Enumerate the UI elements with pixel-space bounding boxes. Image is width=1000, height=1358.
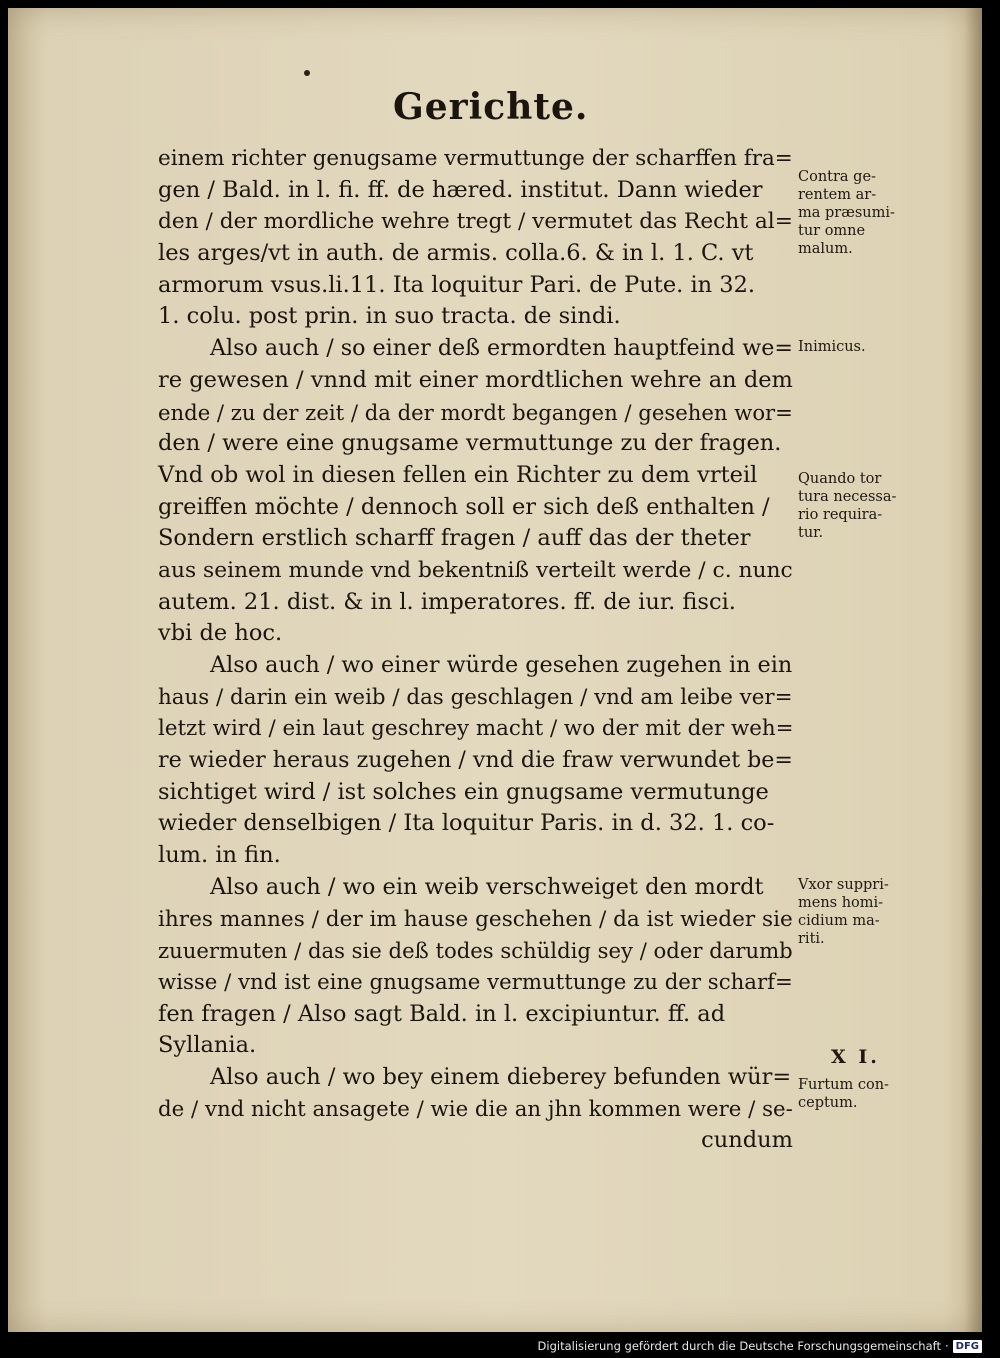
text-line: autem. 21. dist. & in l. imperatores. ff. de iur. fisci. (158, 588, 736, 615)
margin-note (798, 876, 918, 948)
text-line: vbi de hoc. (158, 620, 283, 647)
margin-note-line: riti. (798, 931, 825, 947)
text-line: einem richter genugsame vermuttunge der scharffen fra= (158, 146, 793, 171)
text-line: den / were eine gnugsame vermuttunge zu der fragen. (158, 430, 782, 457)
margin-note (798, 1076, 918, 1112)
text-line: greiffen möchte / dennoch soll er sich deß enthalten / (158, 493, 770, 520)
text-line: Also auch / wo ein weib verschweiget den mordt (210, 873, 764, 900)
section-numeral: X I. (831, 1046, 880, 1068)
footer-separator: · (945, 1339, 949, 1353)
margin-note-line: mens homi- (798, 895, 884, 911)
margin-note-line: rentem ar- (798, 187, 877, 203)
text-line: re wieder heraus zugehen / vnd die fraw verwundet be= (158, 747, 793, 774)
margin-note-line: rio requira- (798, 507, 883, 523)
margin-note-line: tura necessa- (798, 489, 897, 505)
text-line: Sondern erstlich scharff fragen / auff das der theter (158, 525, 751, 552)
text-line: de / vnd nicht ansagete / wie die an jhn kommen were / se- (158, 1096, 793, 1122)
margin-note-line: Vxor suppri- (798, 877, 889, 893)
margin-note (798, 470, 918, 542)
text-line: Vnd ob wol in diesen fellen ein Richter zu dem vrteil (158, 461, 758, 488)
margin-note-line: Inimicus. (798, 339, 866, 355)
margin-note-line: Contra ge- (798, 169, 876, 185)
text-line: zuuermuten / das sie deß todes schüldig sey / oder darumb (158, 938, 793, 964)
text-line: les arges/vt in auth. de armis. colla.6. & in l. 1. C. vt (158, 240, 754, 267)
text-line: Also auch / so einer deß ermordten hauptfeind we= (210, 335, 793, 362)
text-line: Also auch / wo bey einem dieberey befunden wür= (210, 1063, 792, 1090)
margin-note-line: cidium ma- (798, 913, 880, 929)
margin-note-line: Quando tor (798, 471, 882, 487)
text-line: den / der mordliche wehre tregt / vermutet das Recht al= (158, 209, 793, 235)
text-line: gen / Bald. in l. fi. ff. de hæred. institut. Dann wieder (158, 176, 763, 203)
footer-credit: Digitalisierung gefördert durch die Deutsche Forschungsgemeinschaft (537, 1339, 941, 1353)
text-line: Syllania. (158, 1032, 257, 1059)
margin-note-line: tur omne (798, 223, 866, 239)
margin-note (798, 338, 918, 356)
margin-note-line: ma præsumi- (798, 205, 895, 221)
text-line: aus seinem munde vnd bekentniß verteilt werde / c. nunc (158, 557, 793, 583)
text-line: letzt wird / ein laut geschrey macht / wo der mit der weh= (158, 716, 794, 742)
margin-note-line: malum. (798, 241, 853, 257)
margin-note-line: Furtum con- (798, 1077, 889, 1093)
margin-note (798, 168, 918, 258)
text-line: wisse / vnd ist eine gnugsame vermuttunge zu der scharf= (158, 969, 793, 995)
running-head: Gerichte. (393, 86, 589, 128)
text-line: 1. colu. post prin. in suo tracta. de sindi. (158, 303, 621, 330)
text-line: cundum (701, 1127, 793, 1154)
text-line: sichtiget wird / ist solches ein gnugsame vermutunge (158, 778, 769, 805)
text-line: ihres mannes / der im hause geschehen / da ist wieder sie (158, 906, 793, 932)
text-line: re gewesen / vnnd mit einer mordtlichen wehre an dem (158, 366, 793, 393)
text-line: haus / darin ein weib / das geschlagen / vnd am leibe ver= (158, 684, 793, 710)
book-page (8, 8, 982, 1332)
text-line: fen fragen / Also sagt Bald. in l. excipiuntur. ff. ad (158, 1000, 726, 1027)
text-line: armorum vsus.li.11. Ita loquitur Pari. de Pute. in 32. (158, 271, 756, 298)
text-line: wieder denselbigen / Ita loquitur Paris. in d. 32. 1. co- (158, 810, 775, 837)
margin-note-line: ceptum. (798, 1095, 858, 1111)
ink-dot (304, 70, 310, 76)
dfg-logo-icon: DFG (953, 1340, 982, 1353)
text-line: lum. in fin. (158, 842, 281, 869)
digitization-footer (538, 1338, 982, 1354)
body-text (158, 143, 793, 1157)
text-line: ende / zu der zeit / da der mordt begangen / gesehen wor= (158, 399, 793, 425)
text-line: Also auch / wo einer würde gesehen zugehen in ein (210, 652, 793, 678)
margin-note-line: tur. (798, 525, 824, 541)
